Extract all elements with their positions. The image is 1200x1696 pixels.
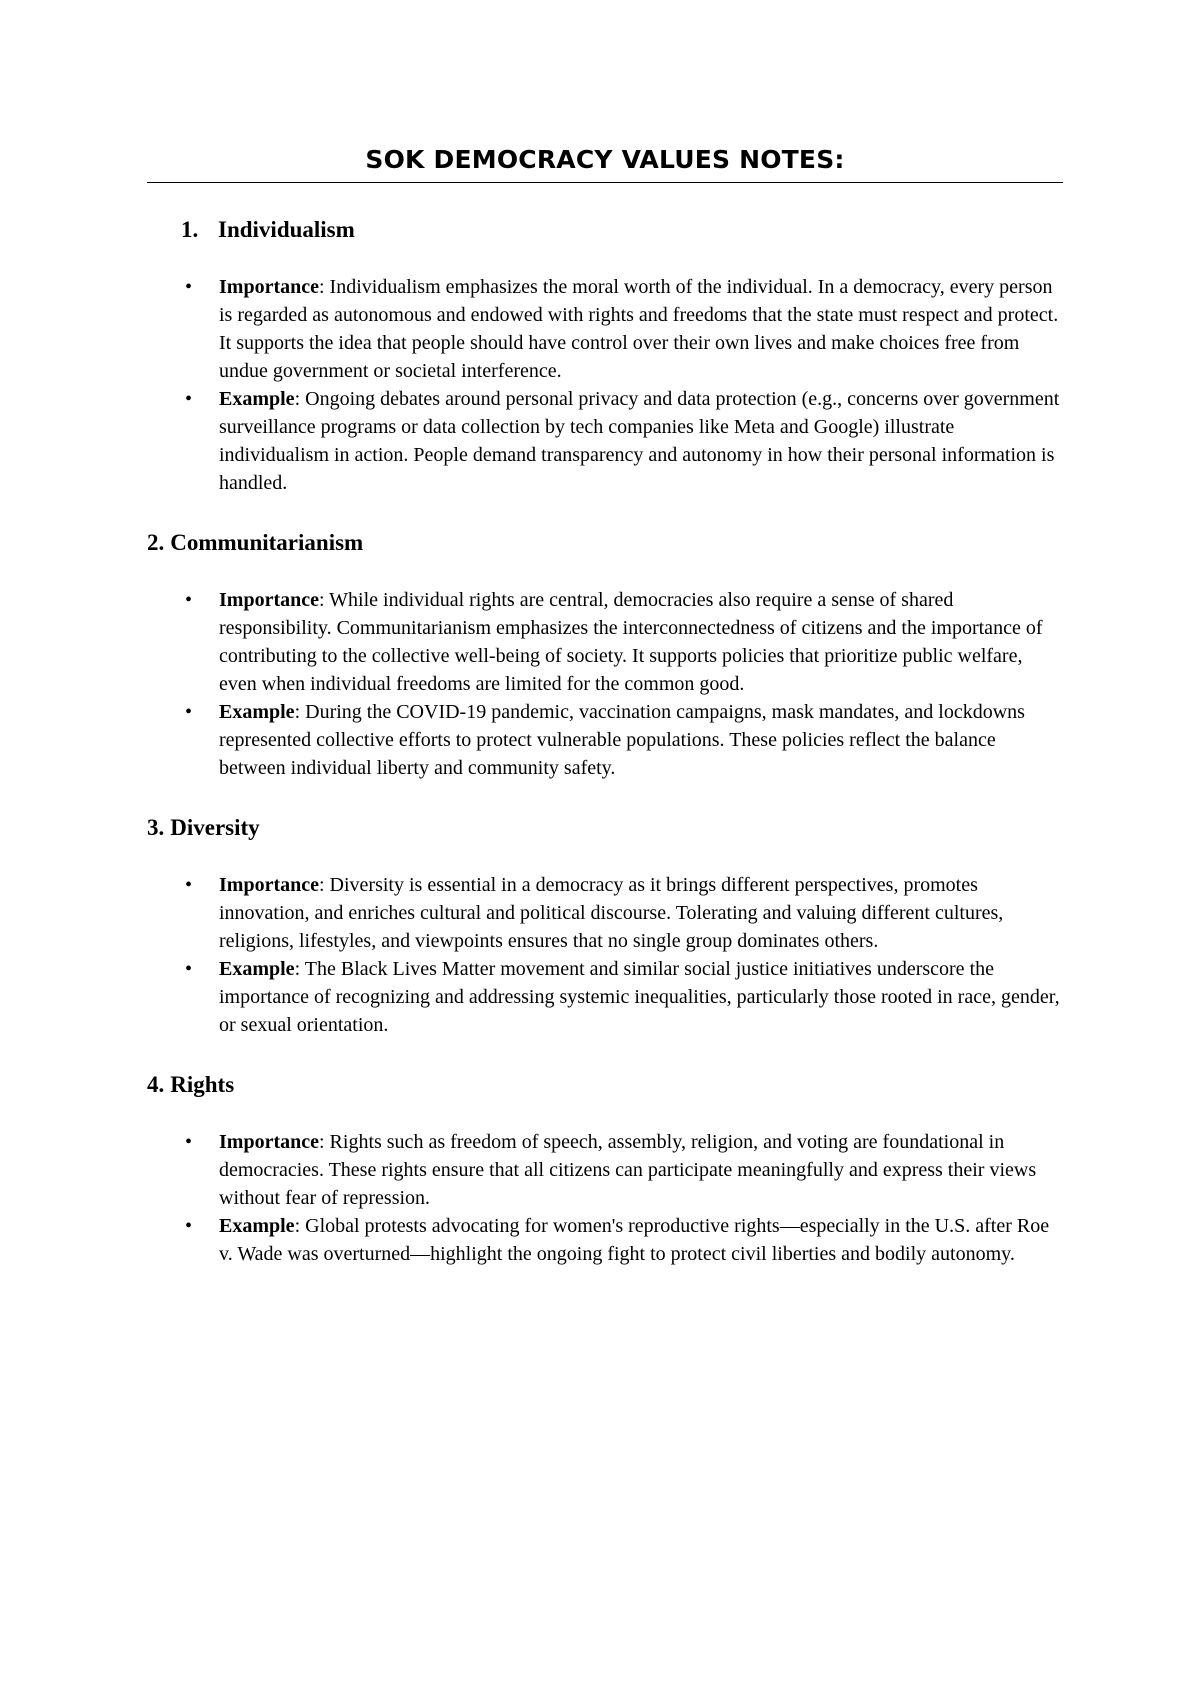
bullet-label: Example <box>219 958 295 980</box>
section-heading <box>147 1070 1063 1100</box>
bullet-label: Importance <box>219 276 319 298</box>
bullet-icon: • <box>185 388 193 410</box>
bullet-list <box>147 871 1063 1039</box>
list-item <box>147 1128 1063 1212</box>
bullet-icon: • <box>185 1215 193 1237</box>
bullet-text: : Diversity is essential in a democracy as it brings different perspectives, promotes innovation, and enriches cultural and political discourse. Tolerating and valuing different cultures, religions, lifestyles, and viewpoints ensures that no single group dominates others. <box>219 874 1004 952</box>
bullet-icon: • <box>185 874 193 896</box>
bullet-label: Importance <box>219 589 319 611</box>
bullet-text: : Ongoing debates around personal privacy and data protection (e.g., concerns over government surveillance programs or data collection by tech companies like Meta and Google) illustrate individualism in action. People demand transparency and autonomy in how their personal information is handled. <box>219 388 1060 494</box>
section-heading <box>147 215 1063 245</box>
document-page <box>147 140 1063 1268</box>
list-item <box>147 385 1063 497</box>
section-title: Rights <box>170 1072 235 1097</box>
section-number: 4. <box>147 1072 165 1097</box>
section-number: 3. <box>147 815 165 840</box>
bullet-icon: • <box>185 701 193 723</box>
bullet-icon: • <box>185 958 193 980</box>
bullet-text: : Individualism emphasizes the moral worth of the individual. In a democracy, every person is regarded as autonomous and endowed with rights and freedoms that the state must respect and protect. It supports the idea that people should have control over their own lives and make choices free from undue government or societal interference. <box>219 276 1059 382</box>
bullet-icon: • <box>185 1131 193 1153</box>
bullet-text: : Global protests advocating for women's reproductive rights—especially in the U.S. after Roe v. Wade was overturned—highlight the ongoing fight to protect civil liberties and bodily autonomy. <box>219 1215 1050 1265</box>
section-title: Communitarianism <box>170 530 364 555</box>
list-item <box>147 586 1063 698</box>
section-number: 2. <box>147 530 165 555</box>
bullet-label: Example <box>219 701 295 723</box>
section-title: Diversity <box>170 815 260 840</box>
section-individualism <box>147 215 1063 497</box>
bullet-label: Example <box>219 388 295 410</box>
section-heading <box>147 813 1063 843</box>
list-item <box>147 1212 1063 1268</box>
bullet-list <box>147 1128 1063 1268</box>
bullet-label: Example <box>219 1215 295 1237</box>
document-title: SOK DEMOCRACY VALUES NOTES: <box>147 140 1063 183</box>
list-item <box>147 955 1063 1039</box>
bullet-list <box>147 586 1063 782</box>
section-heading <box>147 528 1063 558</box>
bullet-label: Importance <box>219 874 319 896</box>
list-item <box>147 871 1063 955</box>
list-item <box>147 273 1063 385</box>
section-diversity <box>147 813 1063 1039</box>
bullet-text: : The Black Lives Matter movement and similar social justice initiatives underscore the importance of recognizing and addressing systemic inequalities, particularly those rooted in race, gender, or sexual orientation. <box>219 958 1060 1036</box>
bullet-text: : During the COVID-19 pandemic, vaccination campaigns, mask mandates, and lockdowns represented collective efforts to protect vulnerable populations. These policies reflect the balance between individual liberty and community safety. <box>219 701 1025 779</box>
section-number: 1. <box>181 217 199 242</box>
bullet-label: Importance <box>219 1131 319 1153</box>
list-item <box>147 698 1063 782</box>
section-rights <box>147 1070 1063 1268</box>
bullet-text: : Rights such as freedom of speech, assembly, religion, and voting are foundational in democracies. These rights ensure that all citizens can participate meaningfully and express their views without fear of repression. <box>219 1131 1037 1209</box>
bullet-text: : While individual rights are central, democracies also require a sense of shared responsibility. Communitarianism emphasizes the interconnectedness of citizens and the importance of contributing to the collective well-being of society. It supports policies that prioritize public welfare, even when individual freedoms are limited for the common good. <box>219 589 1043 695</box>
bullet-icon: • <box>185 276 193 298</box>
section-title: Individualism <box>218 217 355 242</box>
section-communitarianism <box>147 528 1063 782</box>
bullet-list <box>147 273 1063 497</box>
bullet-icon: • <box>185 589 193 611</box>
